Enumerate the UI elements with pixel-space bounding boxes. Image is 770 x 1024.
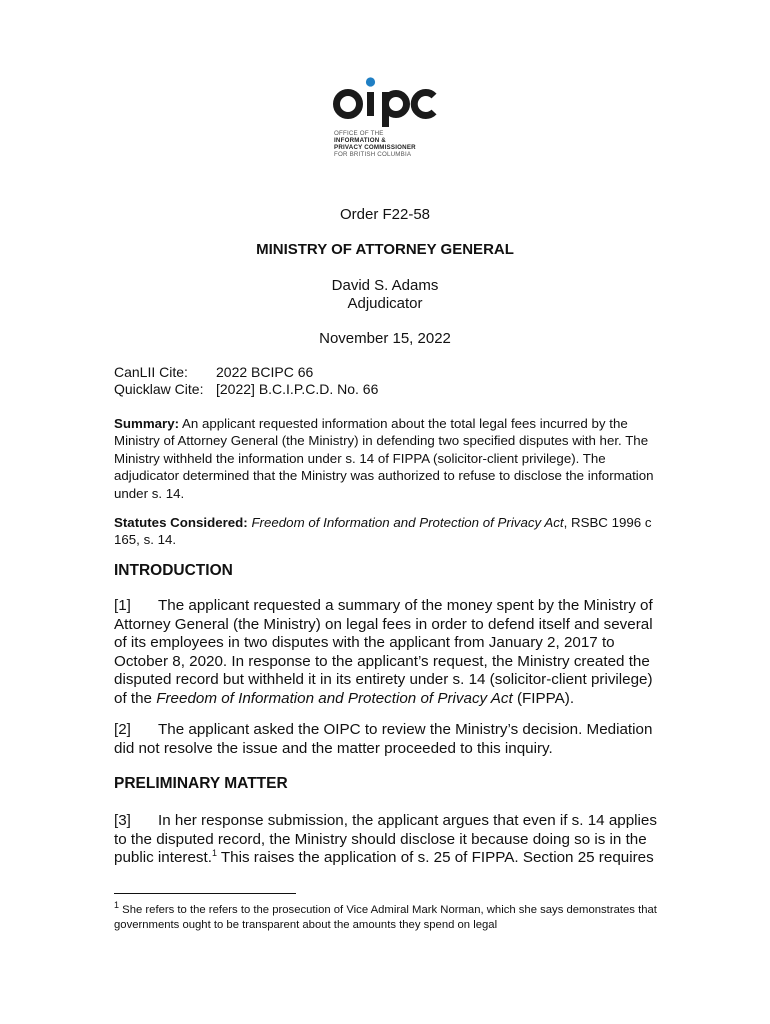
canlii-label: CanLII Cite: — [114, 364, 188, 380]
paragraph-2-text: The applicant asked the OIPC to review the Ministry’s decision. Mediation did not resolve the issue and the matter proceeded to this inquiry. — [114, 721, 653, 757]
logo-line-1: OFFICE OF THE — [334, 130, 384, 137]
adjudicator-role: Adjudicator — [347, 295, 423, 312]
paragraph-1 — [114, 597, 659, 709]
quicklaw-cite — [114, 381, 378, 397]
summary-paragraph — [114, 415, 659, 502]
paragraph-1-text-a: The applicant requested a summary of the money spent by the Ministry of Attorney General (the Ministry) on legal fees in order to defend itself and several of its employees in two disputes with the applicant from January 2, 2017 to October 8, 2020. In response to the applicant’s request, the Ministry created the disputed record but withheld it in its entirety under s. 14 (solicitor-client privilege) of the — [114, 597, 653, 707]
paragraph-1-number: [1] — [114, 597, 131, 614]
paragraph-2-number: [2] — [114, 721, 131, 738]
oipc-wordmark-icon — [330, 72, 442, 130]
statutes-act: Freedom of Information and Protection of Privacy Act — [251, 515, 564, 530]
footnote-reference[interactable]: 1 — [211, 848, 217, 859]
paragraph-3-text-b: This raises the application of s. 25 of FIPPA. Section 25 requires — [216, 849, 654, 867]
paragraph-3 — [114, 812, 659, 868]
logo-line-4: FOR BRITISH COLUMBIA — [334, 151, 412, 158]
statutes-label: Statutes Considered: — [114, 515, 248, 530]
oipc-logo-text — [334, 130, 416, 158]
paragraph-1-text-b: (FIPPA). — [512, 689, 575, 707]
paragraph-2 — [114, 721, 659, 758]
canlii-value: 2022 BCIPC 66 — [216, 364, 314, 380]
statutes-paragraph — [114, 514, 659, 549]
canlii-cite — [114, 364, 313, 380]
order-date: November 15, 2022 — [319, 330, 451, 347]
oipc-logo — [330, 72, 442, 160]
summary-text: An applicant requested information about the total legal fees incurred by the Ministry of Attorney General (the Ministry) in defending two specified disputes with her. The Ministry withheld the information under s. 14 of FIPPA (solicitor-client privilege). The adjudicator determined that the Ministry was authorized to refuse to disclose the information under s. 14. — [114, 416, 654, 501]
paragraph-1-act: Freedom of Information and Protection of Privacy Act — [156, 689, 513, 707]
introduction-heading: INTRODUCTION — [114, 562, 233, 579]
adjudicator-name: David S. Adams — [331, 277, 439, 294]
quicklaw-value: [2022] B.C.I.P.C.D. No. 66 — [216, 381, 379, 397]
ministry-title: MINISTRY OF ATTORNEY GENERAL — [256, 241, 514, 258]
order-number: Order F22-58 — [339, 206, 431, 223]
footnote-1 — [114, 900, 659, 932]
paragraph-3-number: [3] — [114, 812, 131, 829]
preliminary-heading: PRELIMINARY MATTER — [114, 775, 288, 792]
footnote-text: She refers to the refers to the prosecution of Vice Admiral Mark Norman, which she says demonstrates that governments ought to be transparent about the amounts they spend on legal — [114, 904, 657, 931]
footnote-rule — [114, 893, 296, 894]
logo-line-3: PRIVACY COMMISSIONER — [334, 144, 416, 151]
paragraph-3-text-a: In her response submission, the applicant argues that even if s. 14 applies to the disputed record, the Ministry should disclose it because doing so is in the public interest. — [114, 812, 657, 867]
quicklaw-label: Quicklaw Cite: — [114, 381, 204, 397]
statutes-rest: , RSBC 1996 c 165, s. 14. — [114, 515, 652, 548]
footnote-number: 1 — [114, 900, 120, 911]
logo-line-2: INFORMATION & — [334, 137, 386, 144]
summary-label: Summary: — [114, 416, 180, 431]
